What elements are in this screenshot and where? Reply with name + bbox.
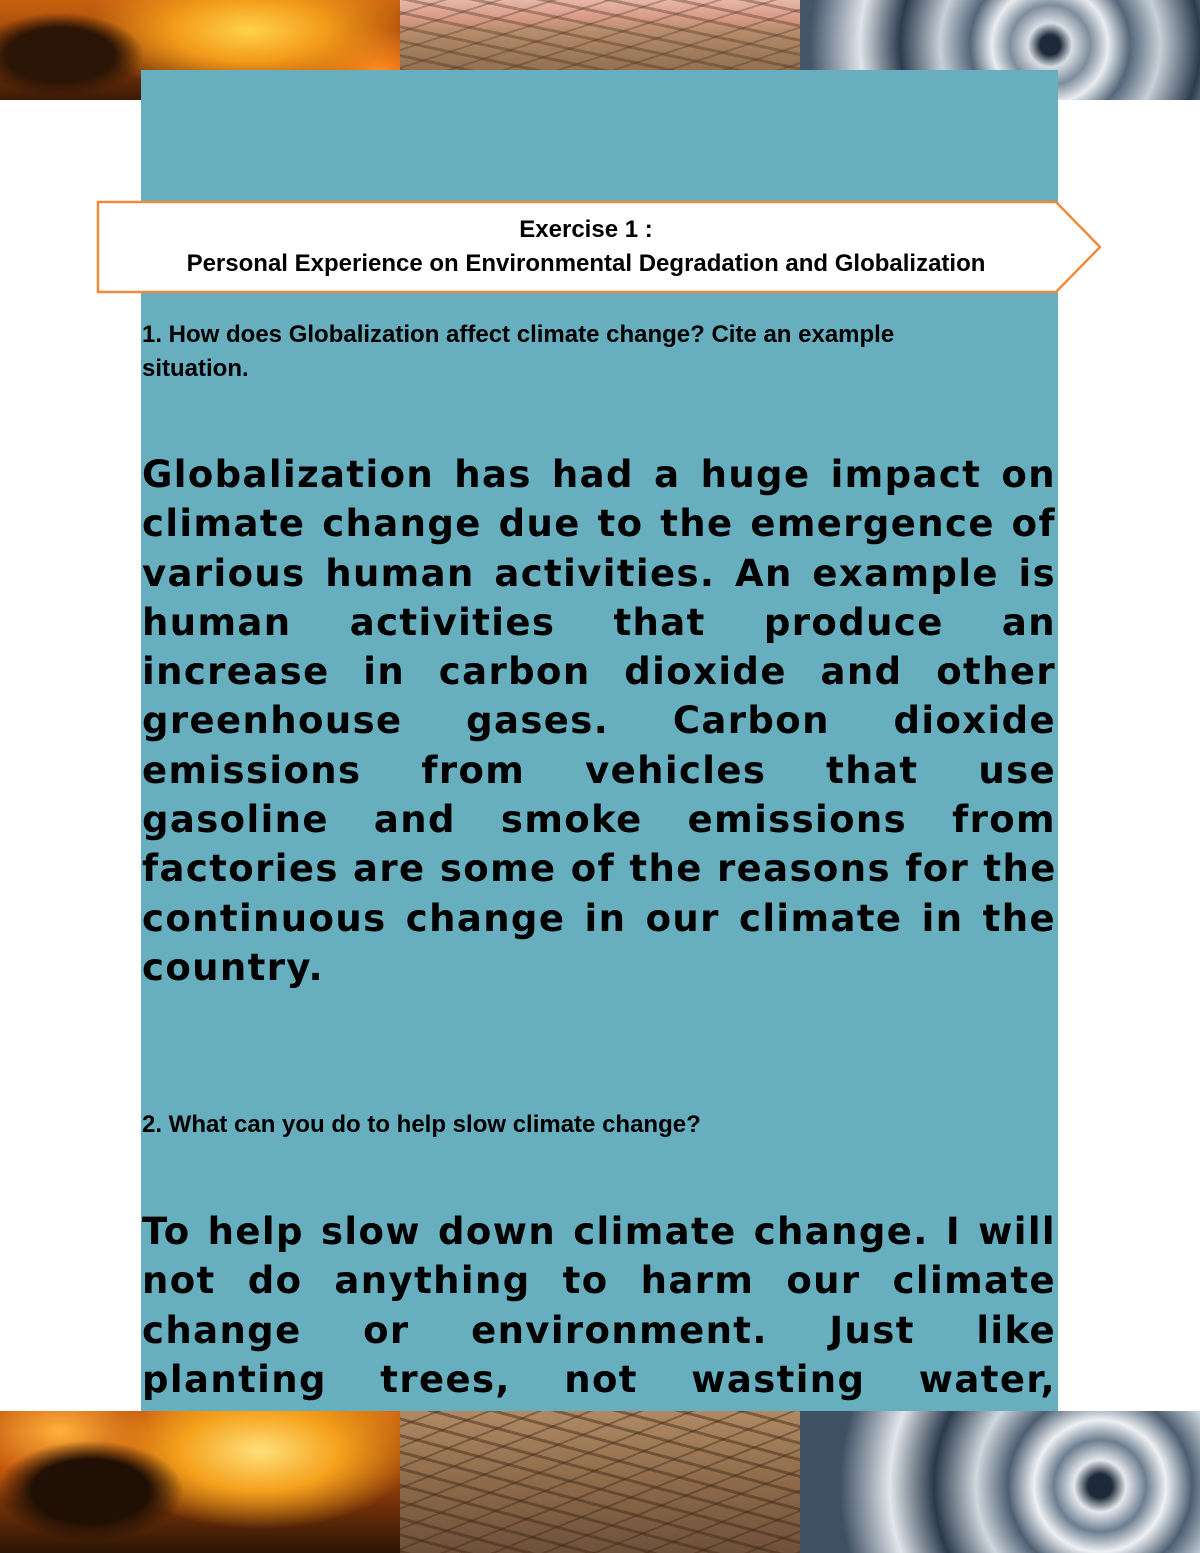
wildfire-photo-bottom — [0, 1411, 400, 1553]
answer-1-line: climate change due to the emergence of — [142, 502, 1056, 546]
cracked-earth-photo-bottom — [400, 1411, 800, 1553]
answer-2-line: planting trees, not wasting water, — [142, 1357, 1056, 1401]
answer-1-line: continuous change in our climate in the — [142, 896, 1056, 940]
banner-text — [96, 200, 1076, 294]
answer-1-line: factories are some of the reasons for the — [142, 847, 1057, 891]
answer-1-line: increase in carbon dioxide and other — [142, 650, 1056, 694]
question-2-line-1: 2. What can you do to help slow climate change? — [142, 1111, 701, 1138]
answer-1-line: emissions from vehicles that use — [142, 748, 1056, 792]
answer-1-line: Globalization has had a huge impact on — [142, 453, 1056, 496]
question-2 — [142, 1108, 1022, 1142]
title-banner — [96, 200, 1104, 294]
question-1 — [142, 318, 1022, 386]
answer-2-line: change or environment. Just like — [142, 1308, 1056, 1352]
answer-1-line: various human activities. An example is — [142, 551, 1056, 595]
exercise-title: Exercise 1 : — [519, 216, 653, 243]
answer-2-line: To help slow down climate change. I will — [142, 1210, 1056, 1253]
question-1-line-1: 1. How does Globalization affect climate change? Cite an example — [142, 321, 895, 348]
answer-1-line: country. — [142, 945, 324, 989]
question-1-line-2: situation. — [142, 355, 249, 382]
answer-1-line: human activities that produce an — [142, 600, 1056, 644]
answer-1 — [142, 450, 1056, 992]
hurricane-photo-bottom — [800, 1411, 1200, 1553]
exercise-subtitle: Personal Experience on Environmental Degradation and Globalization — [186, 250, 986, 277]
answer-1-line: gasoline and smoke emissions from — [142, 798, 1056, 842]
answer-2-line: not do anything to harm our climate — [142, 1259, 1056, 1303]
answer-2 — [142, 1207, 1056, 1404]
answer-1-line: greenhouse gases. Carbon dioxide — [142, 699, 1056, 743]
